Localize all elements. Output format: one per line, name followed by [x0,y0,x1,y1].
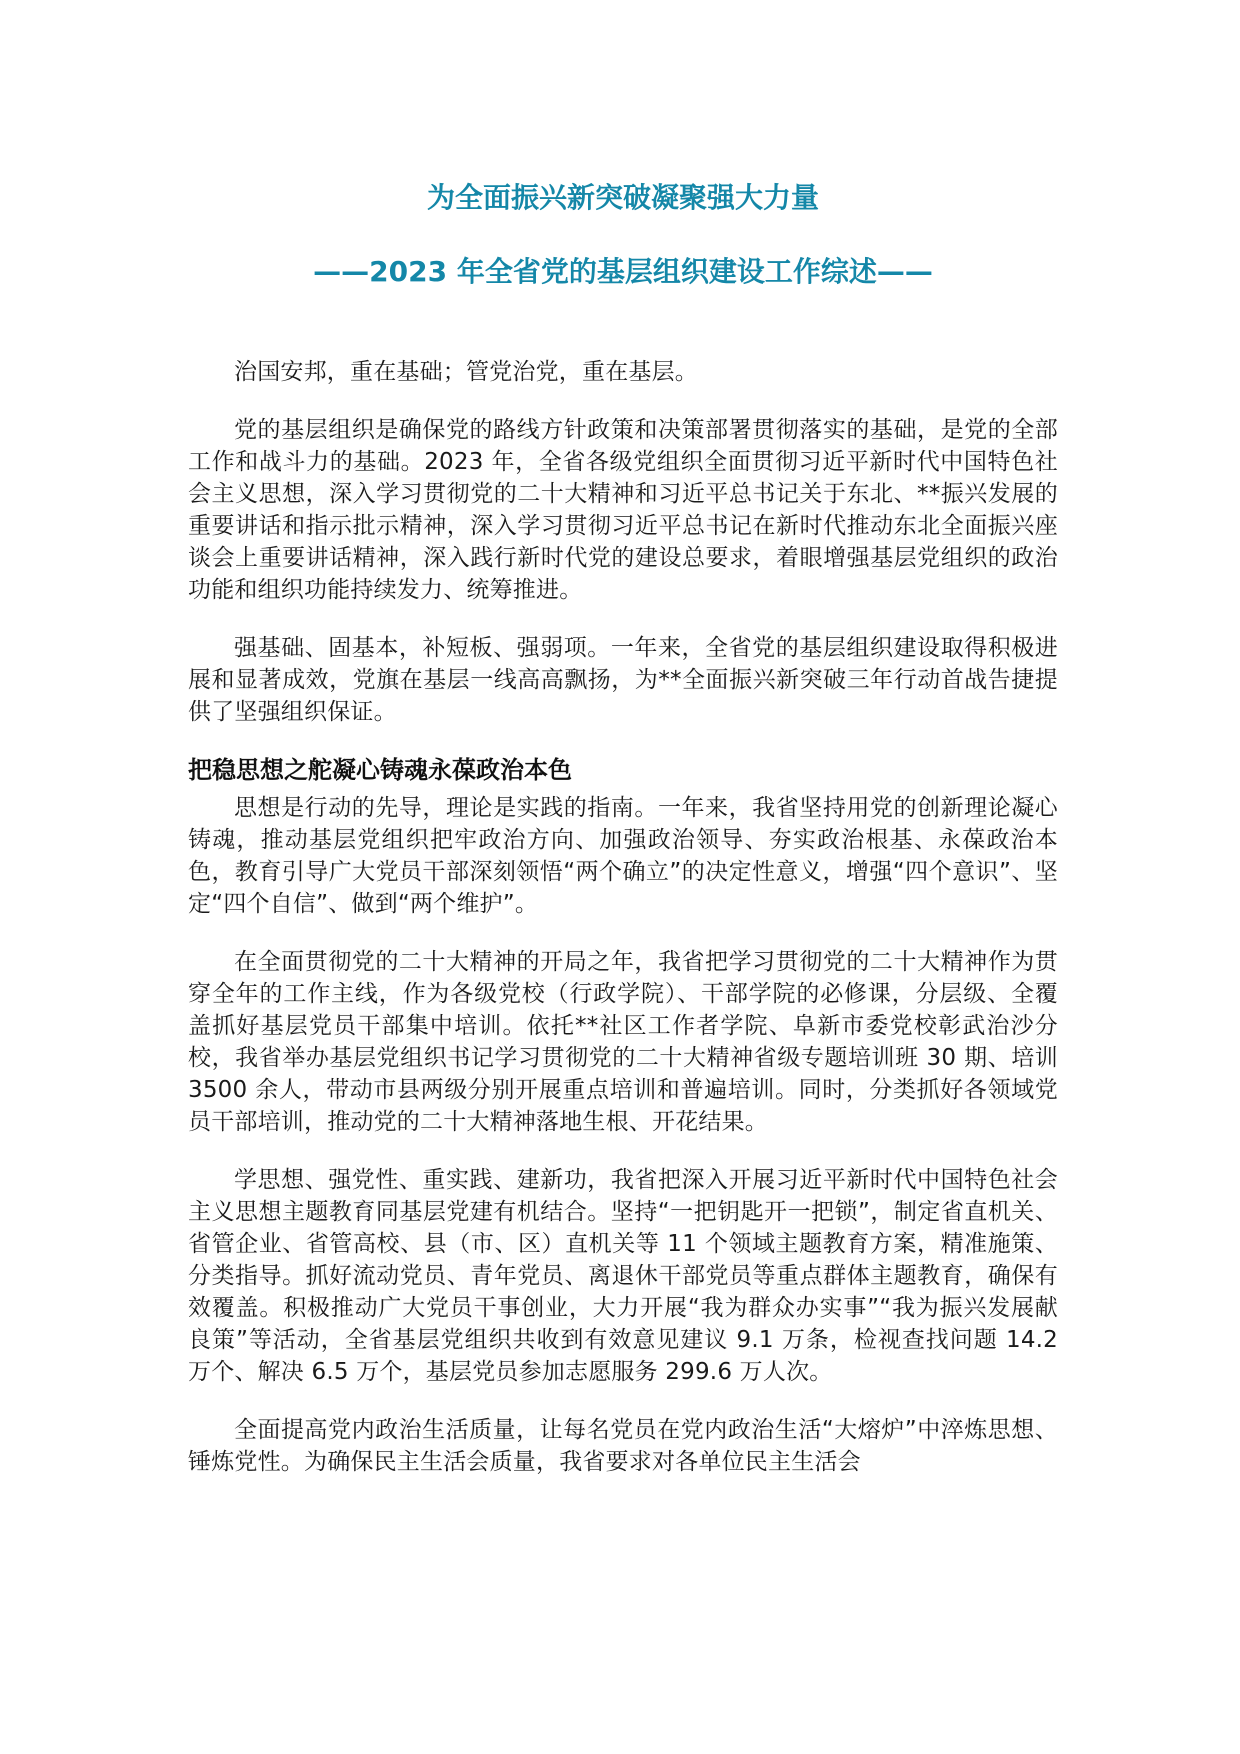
section-paragraph-3: 学思想、强党性、重实践、建新功，我省把深入开展习近平新时代中国特色社会主义思想主题教育同基层党建有机结合。坚持“一把钥匙开一把锁”，制定省直机关、省管企业、省管高校、县（市、区）直机关等 11 个领域主题教育方案，精准施策、分类指导。抓好流动党员、青年党员、离退休干部党员等重点群体主题教育，确保有效覆盖。积极推动广大党员干事创业，大力开展“我为群众办实事”“我为振兴发展献良策”等活动，全省基层党组织共收到有效意见建议 9.1 万条，检视查找问题 14.2 万个、解决 6.5 万个，基层党员参加志愿服务 299.6 万人次。 [188,1167,1058,1385]
document-subtitle: ——2023 年全省党的基层组织建设工作综述—— [313,255,933,288]
section-paragraph-4: 全面提高党内政治生活质量，让每名党员在党内政治生活“大熔炉”中淬炼思想、锤炼党性。为确保民主生活会质量，我省要求对各单位民主生活会 [188,1417,1058,1475]
document-body [188,356,1058,1478]
document-page [188,150,1058,1504]
intro-paragraph-2: 党的基层组织是确保党的路线方针政策和决策部署贯彻落实的基础，是党的全部工作和战斗力的基础。2023 年，全省各级党组织全面贯彻习近平新时代中国特色社会主义思想，深入学习贯彻党的二十大精神和习近平总书记关于东北、**振兴发展的重要讲话和指示批示精神，深入学习贯彻习近平总书记在新时代推动东北全面振兴座谈会上重要讲话精神，深入践行新时代党的建设总要求，着眼增强基层党组织的政治功能和组织功能持续发力、统筹推进。 [188,417,1058,603]
intro-paragraph-1: 治国安邦，重在基础；管党治党，重在基层。 [234,359,698,385]
document-title: 为全面振兴新突破凝聚强大力量 [426,181,819,214]
section-paragraph-2: 在全面贯彻党的二十大精神的开局之年，我省把学习贯彻党的二十大精神作为贯穿全年的工作主线，作为各级党校（行政学院）、干部学院的必修课，分层级、全覆盖抓好基层党员干部集中培训。依托**社区工作者学院、阜新市委党校彰武治沙分校，我省举办基层党组织书记学习贯彻党的二十大精神省级专题培训班 30 期、培训 3500 余人，带动市县两级分别开展重点培训和普遍培训。同时，分类抓好各领域党员干部培训，推动党的二十大精神落地生根、开花结果。 [188,949,1058,1135]
section-heading: 把稳思想之舵凝心铸魂永葆政治本色 [188,755,572,784]
section-paragraph-1: 思想是行动的先导，理论是实践的指南。一年来，我省坚持用党的创新理论凝心铸魂，推动基层党组织把牢政治方向、加强政治领导、夯实政治根基、永葆政治本色，教育引导广大党员干部深刻领悟“两个确立”的决定性意义，增强“四个意识”、坚定“四个自信”、做到“两个维护”。 [188,795,1058,917]
intro-paragraph-3: 强基础、固基本，补短板、强弱项。一年来，全省党的基层组织建设取得积极进展和显著成效，党旗在基层一线高高飘扬，为**全面振兴新突破三年行动首战告捷提供了坚强组织保证。 [188,635,1058,725]
